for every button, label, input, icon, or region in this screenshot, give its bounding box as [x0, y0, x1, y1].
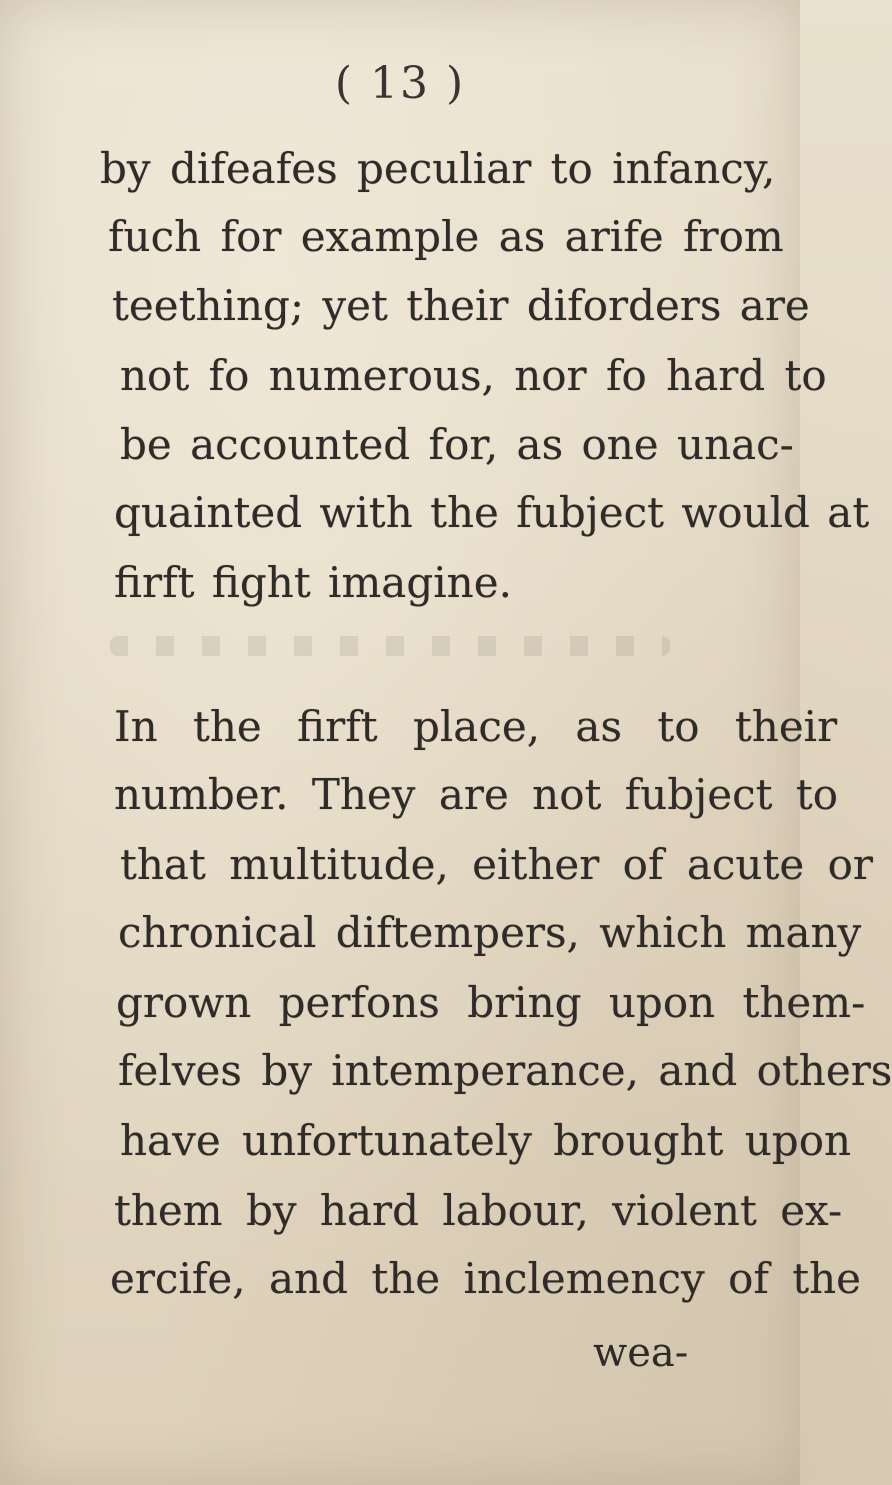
- text-line: fuch for example as arife from: [108, 212, 784, 261]
- text-line: quainted with the fubject would at: [114, 488, 870, 537]
- text-line: teething; yet their diforders are: [112, 281, 810, 330]
- text-line: In the firft place, as to their: [114, 702, 838, 751]
- catchword: wea-: [593, 1330, 689, 1376]
- text-line: felves by intemperance, and others: [118, 1046, 892, 1095]
- text-line: number. They are not fubject to: [114, 770, 838, 819]
- text-line: firft fight imagine.: [114, 558, 512, 607]
- text-line: chronical diftempers, which many: [118, 908, 862, 957]
- bleed-through-marks: [110, 636, 670, 656]
- text-line: by difeafes peculiar to infancy,: [100, 144, 776, 193]
- text-line: grown perfons bring upon them-: [116, 978, 866, 1027]
- page-number: ( 13 ): [334, 58, 466, 109]
- text-line: them by hard labour, violent ex-: [114, 1186, 843, 1235]
- text-line: have unfortunately brought upon: [120, 1116, 852, 1165]
- text-line: not fo numerous, nor fo hard to: [120, 351, 827, 400]
- text-line: be accounted for, as one unac-: [120, 420, 794, 469]
- text-line: that multitude, either of acute or: [120, 840, 873, 889]
- text-line: ercife, and the inclemency of the: [110, 1254, 862, 1303]
